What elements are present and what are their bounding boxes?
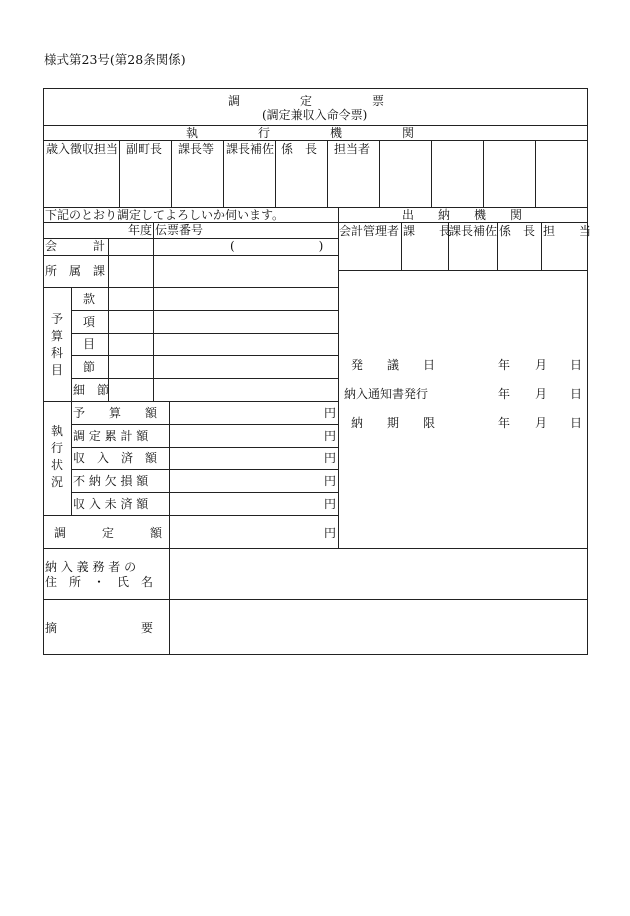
date-month: 月	[535, 416, 548, 430]
date-year: 年	[498, 416, 511, 430]
form-number: 様式第23号(第28条関係)	[44, 52, 186, 67]
form-subtitle: (調定兼収入命令票)	[262, 108, 368, 122]
yen-unit: 円	[324, 406, 337, 420]
approver-label: 副町長	[126, 142, 163, 156]
request-text: 下記のとおり調定してよろしいか伺います。	[45, 208, 285, 222]
date-row-label: 納入通知書発行	[344, 387, 429, 401]
treasury-approver-label: 会計管理者	[339, 224, 400, 238]
status-item-label: 予 算 額	[73, 406, 158, 420]
date-day: 日	[570, 387, 583, 401]
date-year: 年	[498, 387, 511, 401]
yen-unit: 円	[324, 429, 337, 443]
yen-unit: 円	[324, 451, 337, 465]
date-day: 日	[570, 358, 583, 372]
approver-label: 係 長	[281, 142, 318, 156]
date-month: 月	[535, 387, 548, 401]
yen-unit: 円	[324, 474, 337, 488]
approver-label: 課長等	[178, 142, 215, 156]
status-item-label: 不 納 欠 損 額	[73, 474, 149, 488]
budget-item-label: 項	[83, 315, 96, 329]
budget-group-label: 予 算 科 目	[50, 312, 63, 377]
approver-label: 担当者	[334, 142, 371, 156]
accounting-label: 会 計	[45, 239, 106, 253]
date-row-label: 納 期 限	[351, 416, 436, 430]
form-title: 調 定 票	[228, 94, 385, 108]
status-item-label: 調 定 累 計 額	[73, 429, 149, 443]
budget-item-label: 細 節	[73, 383, 110, 397]
yen-unit: 円	[324, 497, 337, 511]
voucher-label: 伝票番号	[155, 223, 204, 237]
exec-org-header: 執 行 機 関	[186, 126, 415, 140]
taxpayer-label: 住 所 ・ 氏 名	[45, 575, 154, 589]
year-label: 年度	[128, 223, 153, 237]
status-group-label: 執 行 状 況	[50, 424, 63, 489]
taxpayer-label: 納 入 義 務 者 の	[45, 560, 137, 574]
treasury-approver-label: 担 当	[543, 224, 592, 238]
status-item-label: 収 入 済 額	[73, 451, 158, 465]
treasury-approver-label: 係 長	[499, 224, 536, 238]
dept-label: 所 属 課	[45, 264, 106, 278]
date-row-label: 発 議 日	[351, 358, 436, 372]
approver-label: 課長補佐	[226, 142, 275, 156]
budget-item-label: 節	[83, 360, 96, 374]
budget-item-label: 目	[83, 337, 96, 351]
date-year: 年	[498, 358, 511, 372]
yen-unit: 円	[324, 526, 337, 540]
approver-label: 歳入徴収担当	[46, 142, 119, 156]
assessed-amount-label: 調 定 額	[54, 526, 163, 540]
status-item-label: 収 入 未 済 額	[73, 497, 149, 511]
date-day: 日	[570, 416, 583, 430]
date-month: 月	[535, 358, 548, 372]
treasury-approver-label: 課長補佐	[449, 224, 498, 238]
budget-item-label: 款	[83, 292, 96, 306]
paren-field: ( )	[230, 239, 324, 253]
remarks-label: 摘 要	[45, 621, 154, 635]
treasury-approver-label: 課 長	[403, 224, 452, 238]
treasury-org-header: 出 納 機 関	[402, 208, 523, 222]
